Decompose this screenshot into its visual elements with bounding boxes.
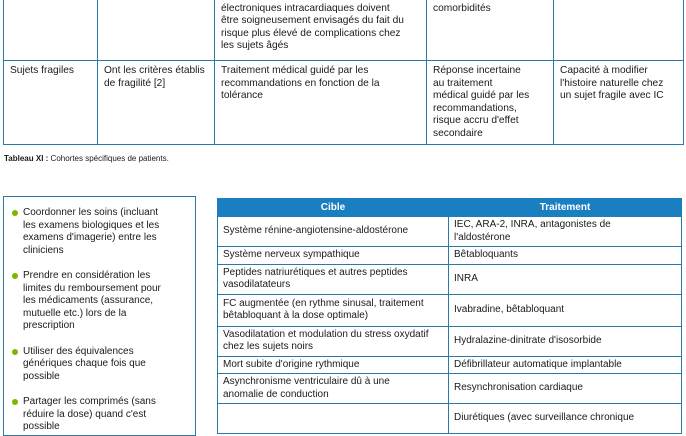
caption-text: Cohortes spécifiques de patients. [48,154,169,163]
list-item [12,346,187,384]
cible-cell [218,404,449,434]
cible-cell: Asynchronisme ventriculaire dû à une anomalie de conduction [218,374,449,404]
table-cell [215,61,427,145]
traitement-cell: Resynchronisation cardiaque [449,374,682,404]
list-item [12,396,187,434]
table-cell [554,0,684,61]
bullet-dot-icon [12,349,18,355]
table-header-row [218,199,682,217]
table-cell [98,0,215,61]
target-treatment-table [217,198,682,434]
caption-label: Tableau XI : [4,154,49,163]
table-cell [427,0,554,61]
traitement-cell: INRA [449,264,682,294]
cible-cell: Peptides natriurétiques et autres peptides vasodilatateurs [218,264,449,294]
bullet-dot-icon [12,210,18,216]
table-cell [98,61,215,145]
table-row [4,61,684,145]
table-row [218,374,682,404]
column-header-traitement: Traitement [449,199,682,217]
table-cell [215,0,427,61]
table-cell [554,61,684,145]
cohort-table [3,0,684,145]
list-item-text: Partager les comprimés (sans réduire la dose) quand c'est possible [23,396,156,432]
traitement-cell: IEC, ARA-2, INRA, antagonistes de l'aldostérone [449,217,682,247]
table-row [218,217,682,247]
recommendations-box [3,196,196,436]
bullet-dot-icon [12,399,18,405]
cell-text: Ont les critères établis de fragilité [2] [104,65,205,89]
cell-text: Réponse incertaine au traitement médical guidé par les recommandations, risque accru d'effet secondaire [433,65,530,139]
cible-cell: Vasodilatation et modulation du stress oxydatif chez les sujets noirs [218,326,449,356]
cell-text: Capacité à modifier l'histoire naturelle chez un sujet fragile avec IC [560,65,664,101]
traitement-cell: Diurétiques (avec surveillance chronique [449,404,682,434]
table-row [218,326,682,356]
traitement-cell: Ivabradine, bêtabloquant [449,294,682,326]
cell-text: Traitement médical guidé par les recommandations en fonction de la tolérance [221,65,380,101]
table-caption [4,154,169,163]
list-item-text: Coordonner les soins (incluant les examens biologiques et les examens d'imagerie) entre les cliniciens [23,207,160,256]
cible-cell: Système rénine-angiotensine-aldostérone [218,217,449,247]
cell-text: comorbidités [433,2,491,14]
table-cell [4,61,98,145]
table-row [218,356,682,374]
table-row [218,247,682,265]
cell-text: Sujets fragiles [10,65,74,76]
table-row [4,0,684,61]
table-cell [427,61,554,145]
list-item [12,207,187,257]
traitement-cell: Défibrillateur automatique implantable [449,356,682,374]
list-item-text: Utiliser des équivalences génériques chaque fois que possible [23,345,146,382]
table-cell [4,0,98,61]
bullet-dot-icon [12,273,18,279]
cell-text: électroniques intracardiaques doivent être soigneusement envisagés du fait du risque plus élevé de complications chez les sujets âgés [221,2,404,51]
table-row [218,294,682,326]
traitement-cell: Hydralazine-dinitrate d'isosorbide [449,326,682,356]
column-header-cible: Cible [218,199,449,217]
cible-cell: Mort subite d'origine rythmique [218,356,449,374]
cible-cell: Système nerveux sympathique [218,247,449,265]
cible-cell: FC augmentée (en rythme sinusal, traitement bêtabloquant à la dose optimale) [218,294,449,326]
traitement-cell: Bêtabloquants [449,247,682,265]
list-item-text: Prendre en considération les limites du remboursement pour les médicaments (assurance, mutuelle etc.) lors de la prescription [23,270,161,331]
list-item [12,270,187,333]
table-row [218,404,682,434]
table-row [218,264,682,294]
